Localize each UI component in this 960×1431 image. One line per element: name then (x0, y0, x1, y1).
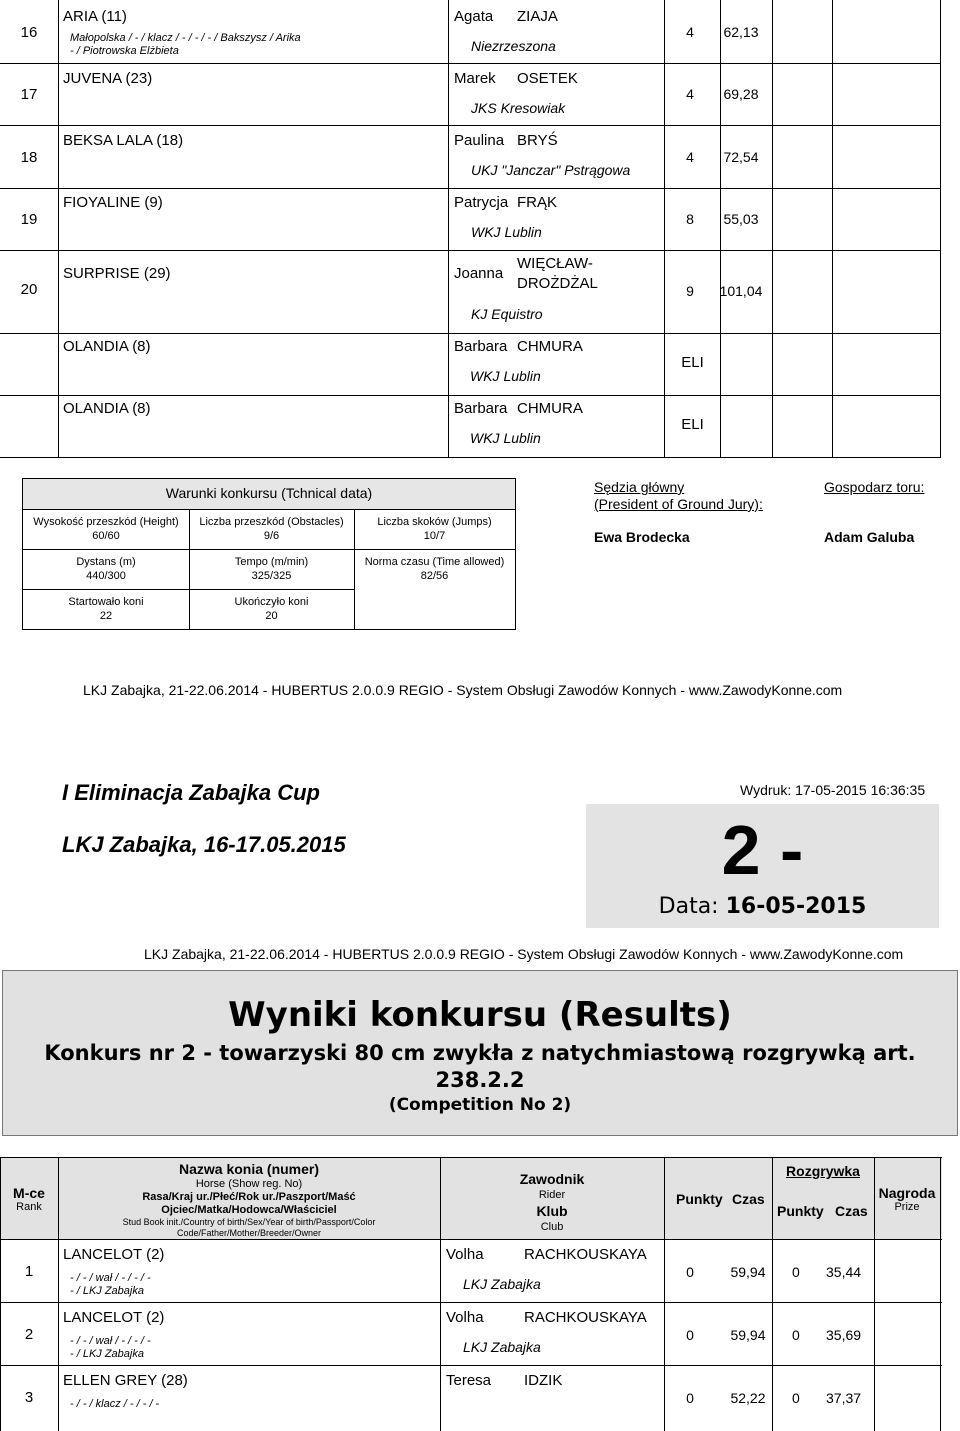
rider-first-name: Agata (454, 8, 494, 25)
rank-cell: 16 (20, 24, 38, 41)
points-value: 0 (686, 1327, 694, 1343)
club-name: UKJ "Janczar" Pstrągowa (471, 162, 631, 178)
time-allowed-cell: Norma czasu (Time allowed) 82/56 (364, 556, 505, 582)
eliminated-status: ELI (681, 416, 704, 433)
competition-name: Konkurs nr 2 - towarzyski 80 cm zwykła z natychmiastową rozgrywką art. (44, 1041, 916, 1065)
table-row (0, 250, 941, 334)
time-value: 72,54 (723, 149, 759, 165)
horse-name: FIOYALINE (9) (63, 194, 163, 211)
horse-name: JUVENA (23) (63, 70, 153, 87)
jumpoff-time-header: Czas (835, 1203, 868, 1219)
table-row (0, 1303, 942, 1366)
faults-value: 4 (686, 86, 694, 102)
time-value: 52,22 (730, 1390, 766, 1406)
table-row (0, 188, 941, 251)
table-row (0, 0, 941, 64)
rider-last-name: FRĄK (517, 194, 558, 211)
jumpoff-time-value: 35,44 (826, 1264, 862, 1280)
rank-cell: 2 (24, 1326, 34, 1343)
horse-details: - / - / wał / - / - / - (70, 1272, 151, 1284)
horse-details: - / - / wał / - / - / - (70, 1335, 151, 1347)
horse-details: - / LKJ Zabajka (70, 1285, 144, 1297)
date-label: Data: (658, 894, 719, 919)
rank-cell: 1 (24, 1263, 34, 1280)
club-name: WKJ Lublin (470, 368, 541, 384)
rank-cell: 17 (20, 86, 38, 103)
host-label: Gospodarz toru: (824, 479, 925, 495)
horse-name: LANCELOT (2) (63, 1309, 165, 1326)
horse-details: - / Piotrowska Elżbieta (70, 45, 179, 57)
rider-last-name: DROŻDŻAL (517, 275, 598, 292)
jumpoff-points-header: Punkty (777, 1203, 824, 1219)
competition-number: 2 - (721, 811, 804, 889)
rank-cell: 18 (20, 149, 38, 166)
horse-name: ELLEN GREY (28) (63, 1372, 188, 1389)
table-row (0, 1240, 942, 1303)
club-name: WKJ Lublin (471, 224, 542, 240)
event-place-date: LKJ Zabajka, 16-17.05.2015 (62, 832, 346, 857)
club-name: JKS Kresowiak (471, 100, 566, 116)
rider-first-name: Volha (446, 1309, 484, 1326)
top-results-table (0, 0, 942, 458)
rider-first-name: Paulina (454, 132, 505, 149)
jumpoff-header: Rozgrywka (786, 1163, 860, 1179)
distance-cell: Dystans (m) 440/300 (76, 556, 136, 582)
rank-cell: 3 (24, 1389, 34, 1406)
started-cell: Startowało koni 22 (68, 596, 144, 622)
rider-last-name: ZIAJA (517, 8, 558, 25)
eliminated-status: ELI (681, 354, 704, 371)
page-footer: LKJ Zabajka, 21-22.06.2014 - HUBERTUS 2.0.0.9 REGIO - System Obsługi Zawodów Konnych - www.ZawodyKonne.com (144, 946, 904, 962)
grid-line (23, 589, 355, 590)
club-name: Niezrzeszona (471, 38, 556, 54)
date-value: 16-05-2015 (725, 894, 867, 919)
results-title: Wyniki konkursu (Results) (228, 995, 732, 1035)
table-row (0, 1366, 942, 1431)
table-row (0, 125, 941, 189)
rider-first-name: Barbara (454, 338, 508, 355)
jumpoff-points-value: 0 (792, 1327, 800, 1343)
jumpoff-points-value: 0 (792, 1390, 800, 1406)
horse-name: OLANDIA (8) (63, 338, 151, 355)
points-value: 0 (686, 1264, 694, 1280)
tempo-cell: Tempo (m/min) 325/325 (234, 556, 309, 582)
horse-name: BEKSA LALA (18) (63, 132, 184, 149)
rider-last-name: RACHKOUSKAYA (524, 1246, 647, 1263)
rider-last-name: OSETEK (517, 70, 578, 87)
rider-first-name: Barbara (454, 400, 508, 417)
horse-name: LANCELOT (2) (63, 1246, 165, 1263)
rank-cell: 20 (20, 281, 38, 298)
competition-article: 238.2.2 (435, 1068, 525, 1092)
rider-first-name: Teresa (446, 1372, 492, 1389)
results-table (0, 1157, 942, 1431)
points-header: Punkty (676, 1191, 723, 1207)
results-header-box (2, 970, 958, 1136)
faults-value: 9 (686, 283, 694, 299)
competition-number-en: (Competition No 2) (388, 1095, 572, 1115)
finished-cell: Ukończyło koni 20 (234, 596, 309, 622)
time-header: Czas (732, 1191, 765, 1207)
rider-first-name: Joanna (454, 265, 504, 282)
horse-details: - / LKJ Zabajka (70, 1348, 144, 1360)
rider-last-name: CHMURA (517, 338, 583, 355)
horse-details: - / - / klacz / - / - / - (70, 1398, 160, 1410)
horse-name: OLANDIA (8) (63, 400, 151, 417)
time-value: 69,28 (723, 86, 759, 102)
obstacles-cell: Liczba przeszkód (Obstacles) 9/6 (199, 516, 344, 542)
rider-last-name: RACHKOUSKAYA (524, 1309, 647, 1326)
judge-label-en: (President of Ground Jury): (594, 496, 763, 512)
judge-block (594, 479, 763, 513)
rider-header: Zawodnik Rider Klub Club (519, 1171, 585, 1233)
time-value: 59,94 (730, 1264, 766, 1280)
print-timestamp: Wydruk: 17-05-2015 16:36:35 (740, 782, 926, 798)
club-name: LKJ Zabajka (463, 1276, 541, 1292)
faults-value: 8 (686, 211, 694, 227)
height-cell: Wysokość przeszkód (Height) 60/60 (33, 516, 179, 542)
prize-header: Nagroda Prize (878, 1185, 936, 1213)
grid-line (23, 549, 515, 550)
technical-data-box (22, 478, 516, 630)
jumpoff-time-value: 35,69 (826, 1327, 862, 1343)
time-value: 62,13 (723, 24, 759, 40)
time-value: 101,04 (719, 283, 763, 299)
technical-title: Warunki konkursu (Tchnical data) (165, 485, 373, 501)
club-name: WKJ Lublin (470, 430, 541, 446)
competition-number-box (586, 804, 939, 928)
rider-last-name: WIĘCŁAW- (517, 255, 593, 272)
rider-last-name: BRYŚ (517, 132, 558, 149)
table-row (0, 395, 941, 458)
judge-label: Sędzia główny (594, 479, 685, 495)
judge-name: Ewa Brodecka (594, 529, 690, 545)
rank-header: M-ce Rank (13, 1185, 45, 1213)
horse-name: SURPRISE (29) (63, 265, 171, 282)
horse-details: Małopolska / - / klacz / - / - / - / Bakszysz / Arika (70, 32, 301, 44)
points-value: 0 (686, 1390, 694, 1406)
jumps-cell: Liczba skoków (Jumps) 10/7 (377, 516, 492, 542)
faults-value: 4 (686, 149, 694, 165)
page-footer: LKJ Zabajka, 21-22.06.2014 - HUBERTUS 2.0.0.9 REGIO - System Obsługi Zawodów Konnych - www.ZawodyKonne.com (83, 682, 843, 698)
rider-last-name: CHMURA (517, 400, 583, 417)
club-name: KJ Equistro (471, 306, 543, 322)
horse-header: Nazwa konia (numer) Horse (Show reg. No) Rasa/Kraj ur./Płeć/Rok ur./Paszport/Maść Ojciec/Matka/Hodowca/Właściciel Stud Book init./Country of birth/Sex/Year of birth/Passport/Color Code/Father/Mother/Breeder/Owner (122, 1161, 376, 1238)
rider-first-name: Marek (454, 70, 496, 87)
rider-last-name: IDZIK (524, 1372, 563, 1389)
time-value: 59,94 (730, 1327, 766, 1343)
faults-value: 4 (686, 24, 694, 40)
event-title: I Eliminacja Zabajka Cup (62, 780, 320, 805)
horse-name: ARIA (11) (63, 8, 127, 25)
rider-first-name: Volha (446, 1246, 484, 1263)
jumpoff-time-value: 37,37 (826, 1390, 862, 1406)
table-row (0, 333, 941, 396)
rank-cell: 19 (20, 211, 38, 228)
rider-first-name: Patrycja (454, 194, 509, 211)
time-value: 55,03 (723, 211, 759, 227)
competition-date (586, 894, 939, 919)
jumpoff-points-value: 0 (792, 1264, 800, 1280)
host-name: Adam Galuba (824, 529, 915, 545)
table-row (0, 63, 941, 126)
club-name: LKJ Zabajka (463, 1339, 541, 1355)
